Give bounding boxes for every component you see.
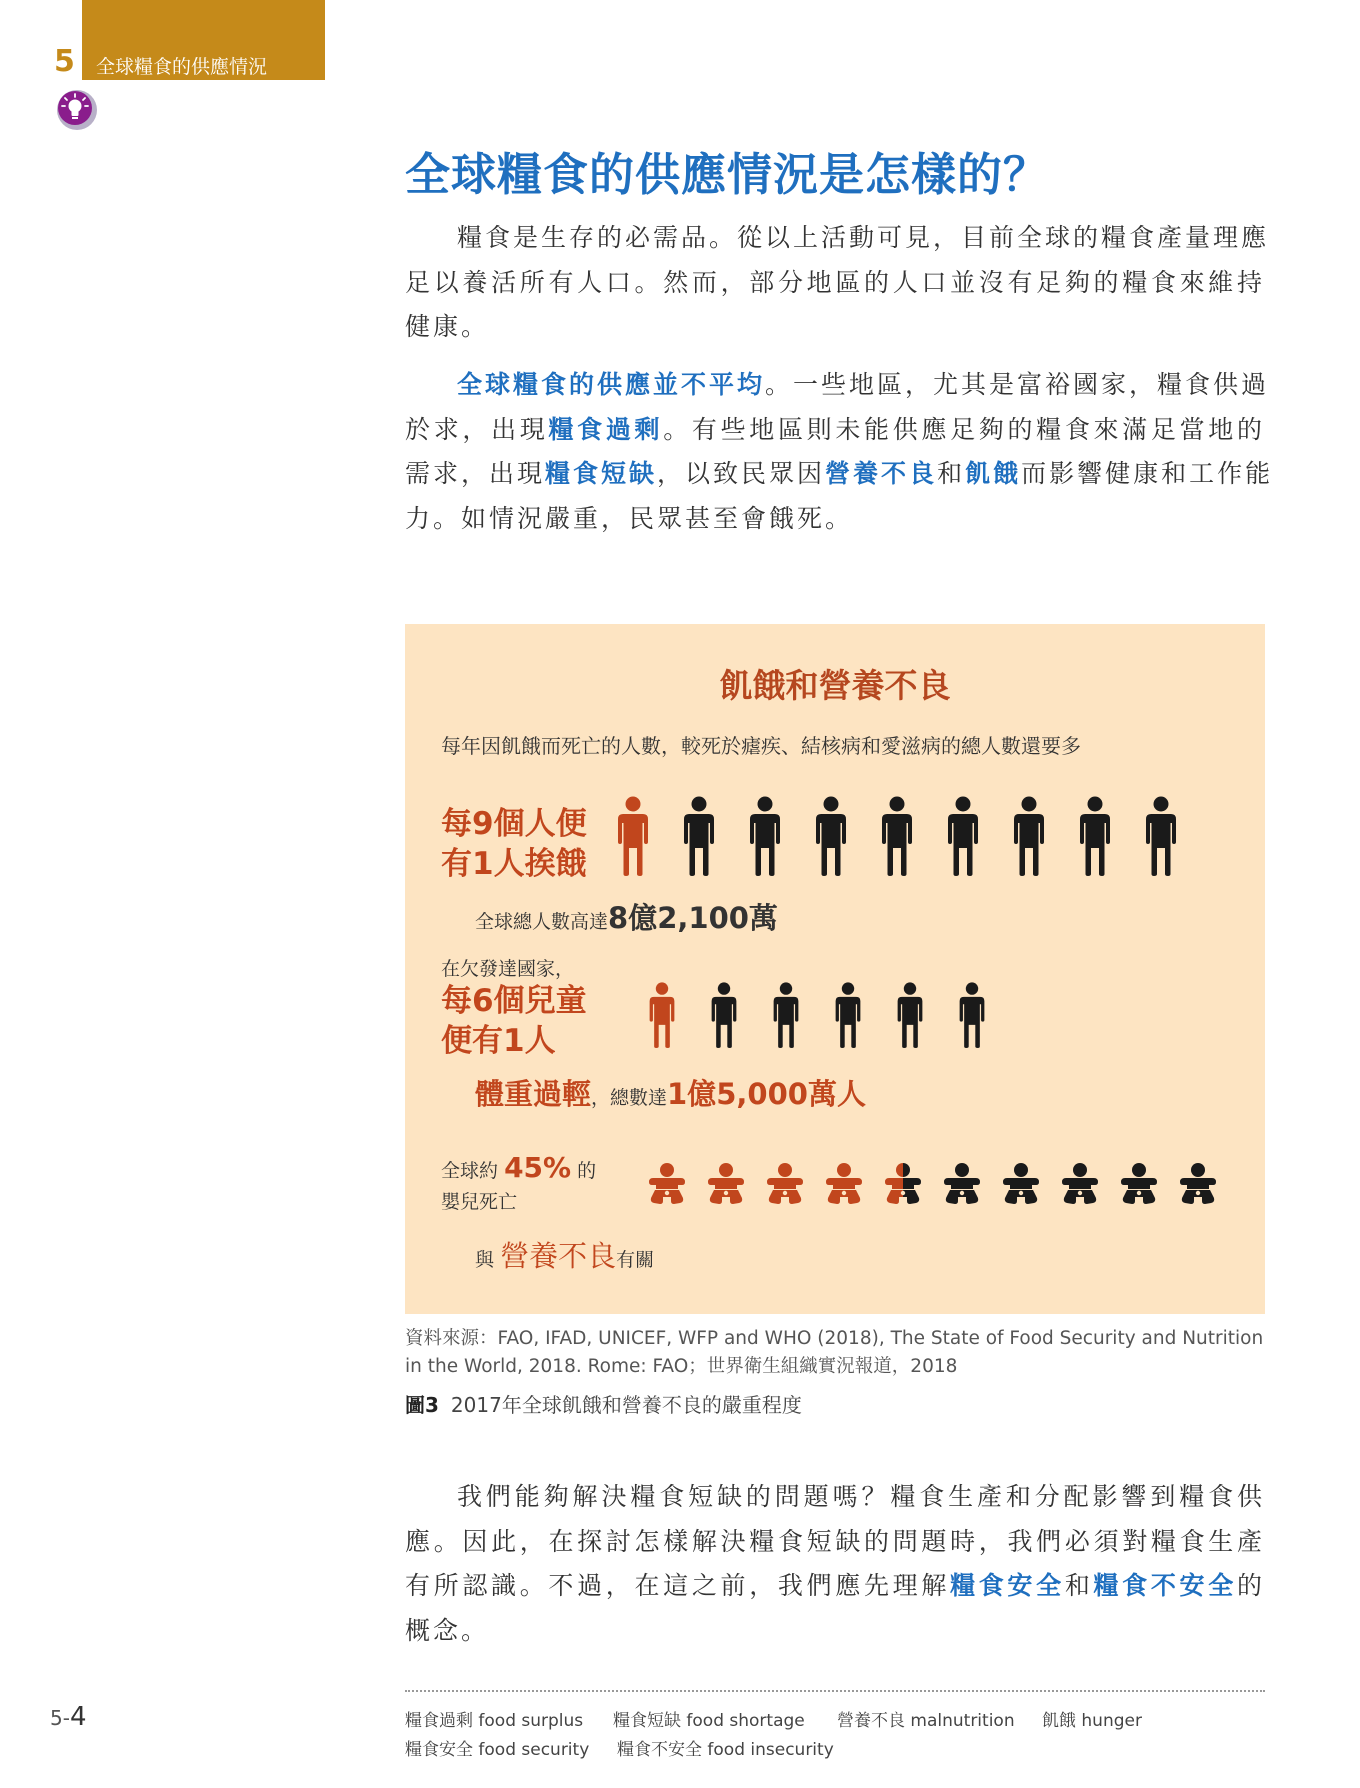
adult-person-icon	[683, 796, 715, 880]
stat2-text	[441, 981, 587, 1061]
stat2-total-keyword: 體重過輕	[475, 1077, 592, 1111]
paragraph-1	[405, 216, 1270, 350]
baby-icon	[1119, 1162, 1159, 1210]
keyword-food-insecurity: 糧食不安全	[1093, 1571, 1237, 1600]
child-person-icon	[834, 982, 862, 1052]
lightbulb-icon	[56, 89, 98, 131]
para3-text: 的	[1236, 1571, 1265, 1600]
child-person-icon	[710, 982, 738, 1052]
para3-line1: 我們能夠解決糧食短缺的問題嗎？糧食生產和分配影響到糧食供	[457, 1482, 1265, 1511]
stat3-text	[441, 1152, 596, 1218]
chapter-number: 5	[54, 44, 75, 79]
para3-text: 有所認識。不過，在這之前，我們應先理解	[405, 1571, 951, 1600]
para3-line3	[405, 1564, 1265, 1609]
stat3-post: 的	[577, 1160, 597, 1182]
stat1-total-label: 全球總人數高達	[475, 911, 609, 933]
stat2-total	[475, 1072, 866, 1114]
infographic-subtitle: 每年因飢餓而死亡的人數，較死於瘧疾、結核病和愛滋病的總人數還要多	[441, 734, 1081, 758]
page-number-value: 4	[69, 1702, 87, 1732]
keyword-food-surplus: 糧食過剩	[548, 414, 664, 444]
baby-icon	[647, 1162, 687, 1210]
para2-text: 和	[937, 459, 966, 488]
adult-person-icon	[881, 796, 913, 880]
child-person-icon	[958, 982, 986, 1052]
para3-line2: 應。因此，在探討怎樣解決糧食短缺的問題時，我們必須對糧食生產	[405, 1526, 1265, 1556]
stat1-text	[441, 804, 587, 884]
para2-text: 需求，出現	[405, 459, 546, 488]
adult-person-icon	[1013, 796, 1045, 880]
keyword-food-security: 糧食安全	[950, 1571, 1065, 1600]
child-person-icon	[648, 982, 676, 1052]
child-person-icon	[772, 982, 800, 1052]
chapter-title: 全球糧食的供應情況	[96, 56, 268, 78]
child-person-icon	[896, 982, 924, 1052]
stat3-total-keyword: 營養不良	[500, 1239, 617, 1273]
glossary-item: 糧食短缺 food shortage	[613, 1711, 805, 1731]
para1-line2: 足以養活所有人口。然而，部分地區的人口並沒有足夠的糧食來維持	[405, 267, 1265, 297]
stat1-line1: 每9個人便	[441, 806, 587, 842]
figure-caption-text: 2017年全球飢餓和營養不良的嚴重程度	[450, 1393, 802, 1417]
para3-line4: 概念。	[405, 1615, 490, 1645]
stat1-total-value: 8億2,100萬	[608, 901, 778, 935]
baby-icon	[942, 1162, 982, 1210]
para2-line3	[405, 452, 1274, 497]
keyword-uneven-supply: 全球糧食的供應並不平均	[457, 370, 766, 399]
baby-icon	[824, 1162, 864, 1210]
adult-person-icon	[1145, 796, 1177, 880]
adult-person-icon	[947, 796, 979, 880]
paragraph-2	[405, 363, 1274, 541]
baby-icon	[765, 1162, 805, 1210]
stat1-total	[475, 896, 778, 937]
stat3-total	[475, 1234, 654, 1275]
glossary-item: 糧食不安全 food insecurity	[617, 1740, 834, 1760]
page-number-prefix: 5-	[50, 1706, 70, 1730]
para2-line4: 力。如情況嚴重，民眾甚至會餓死。	[405, 503, 854, 533]
stat3-total-post: 有關	[616, 1249, 655, 1271]
child-icons-row	[648, 982, 1020, 1052]
stat2-line2: 便有1人	[441, 1023, 556, 1059]
stat2-total-value: 1億5,000萬人	[667, 1077, 866, 1111]
stat3-pre: 全球約	[441, 1160, 499, 1182]
para2-text: 而影響健康和工作能	[1021, 459, 1274, 488]
glossary-item: 糧食過剩 food surplus	[405, 1711, 584, 1731]
adult-person-icon	[749, 796, 781, 880]
glossary-item: 營養不良 malnutrition	[837, 1711, 1015, 1731]
stat3-total-pre: 與	[475, 1249, 495, 1271]
keyword-food-shortage: 糧食短缺	[545, 459, 658, 488]
glossary-item: 飢餓 hunger	[1042, 1711, 1142, 1731]
para2-text: ，以致民眾因	[657, 459, 826, 488]
para2-text: 。有些地區則未能供應足夠的糧食來滿足當地的	[663, 414, 1265, 444]
stat2-line1: 每6個兒童	[441, 983, 587, 1019]
stat1-line2: 有1人挨餓	[441, 846, 587, 882]
figure-source: 資料來源：FAO, IFAD, UNICEF, WFP and WHO (2018), The State of Food Security and Nutrition in the World, 2018. Rome: FAO；世界衛生組織實況報道，2018	[405, 1328, 1264, 1377]
page-number	[50, 1702, 87, 1732]
stat3-line2: 嬰兒死亡	[441, 1191, 518, 1213]
adult-icons-row	[617, 796, 1211, 880]
para2-line1	[405, 363, 1270, 408]
stat2-total-label: ，總數達	[591, 1087, 668, 1109]
infographic-hunger-malnutrition	[405, 624, 1265, 1314]
para3-text: 和	[1064, 1571, 1094, 1600]
page-title: 全球糧食的供應情況是怎樣的？	[405, 148, 1050, 201]
baby-icons-row	[647, 1162, 1237, 1210]
baby-icon	[883, 1162, 923, 1210]
adult-person-icon	[1079, 796, 1111, 880]
adult-person-icon	[617, 796, 649, 880]
adult-person-icon	[815, 796, 847, 880]
baby-icon	[706, 1162, 746, 1210]
keyword-hunger: 飢餓	[965, 459, 1022, 488]
stat2-pre: 在欠發達國家，	[441, 958, 575, 980]
keyword-malnutrition: 營養不良	[825, 459, 938, 488]
para2-line2	[405, 408, 1265, 453]
para1-line3: 健康。	[405, 312, 490, 341]
baby-icon	[1178, 1162, 1218, 1210]
paragraph-3	[405, 1475, 1265, 1653]
stat3-percent: 45%	[504, 1151, 572, 1184]
para1-line1: 糧食是生存的必需品。從以上活動可見，目前全球的糧食產量理應	[457, 223, 1270, 252]
baby-icon	[1001, 1162, 1041, 1210]
glossary-divider	[405, 1690, 1265, 1692]
para2-text: 。一些地區，尤其是富裕國家，糧食供過	[765, 370, 1270, 399]
para2-text: 於求，出現	[405, 414, 549, 444]
infographic-title: 飢餓和營養不良	[719, 666, 951, 705]
baby-icon	[1060, 1162, 1100, 1210]
figure-label: 圖3	[405, 1393, 439, 1417]
glossary-item: 糧食安全 food security	[405, 1740, 590, 1760]
figure-caption	[405, 1389, 802, 1418]
